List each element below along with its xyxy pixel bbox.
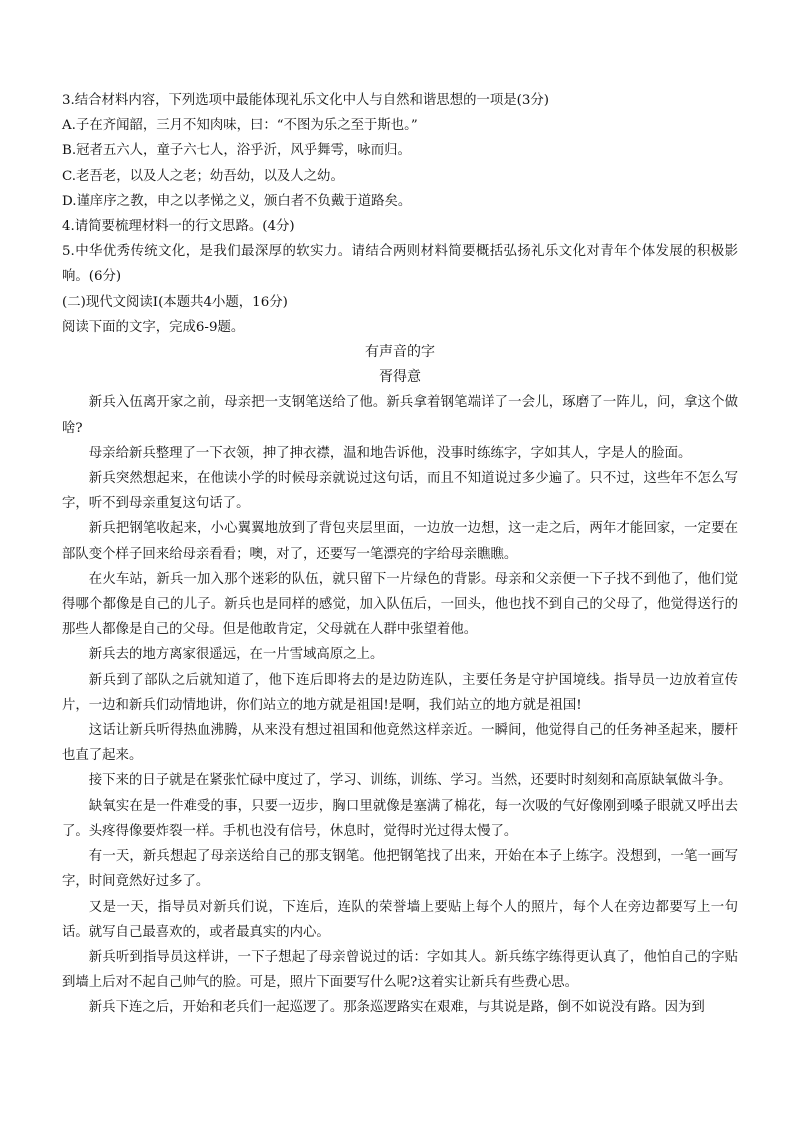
story-paragraph: 这话让新兵听得热血沸腾，从来没有想过祖国和他竟然这样亲近。一瞬间，他觉得自己的任务神圣起来，腰杆也直了起来。 [62,723,738,764]
story-paragraph: 新兵去的地方离家很遥远，在一片雪域高原之上。 [88,647,384,663]
story-paragraph: 接下来的日子就是在紧张忙碌中度过了，学习、训练，训练、学习。当然，还要时时刻刻和高原缺氧做斗争。 [88,773,732,789]
question-4: 4.请简要梳理材料一的行文思路。(4分) [62,219,295,235]
story-paragraph: 新兵到了部队之后就知道了，他下连后即将去的是边防连队，主要任务是守护国境线。指导员一边放着宣传片，一边和新兵们动情地讲，你们站立的地方就是祖国!是啊，我们站立的地方就是祖国! [62,672,738,713]
document-page [62,88,738,1021]
story-paragraph: 有一天，新兵想起了母亲送给自己的那支钢笔。他把钢笔找了出来，开始在本子上练字。没想到，一笔一画写字，时间竟然好过多了。 [62,849,738,890]
story-paragraph: 又是一天，指导员对新兵们说，下连后，连队的荣誉墙上要贴上每个人的照片，每个人在旁边都要写上一句话。就写自己最喜欢的，或者最真实的内心。 [62,899,738,940]
section-heading: (二)现代文阅读Ⅰ(本题共4小题，16分) [62,294,288,310]
story-paragraph: 缺氧实在是一件难受的事，只要一迈步，胸口里就像是塞满了棉花，每一次吸的气好像刚到嗓子眼就又呼出去了。头疼得像要炸裂一样。手机也没有信号，休息时，觉得时光过得太慢了。 [62,798,738,839]
story-paragraph: 新兵下连之后，开始和老兵们一起巡逻了。那条巡逻路实在艰难，与其说是路，倒不如说没有路。因为到 [88,1000,705,1016]
option-d: D.谨庠序之教，申之以孝悌之义，颁白者不负戴于道路矣。 [62,193,412,209]
story-paragraph: 母亲给新兵整理了一下衣领，抻了抻衣襟，温和地告诉他，没事时练练字，字如其人，字是人的脸面。 [88,445,692,461]
story-paragraph: 新兵突然想起来，在他读小学的时候母亲就说过这句话，而且不知道说过多少遍了。只不过，这些年不怎么写字，听不到母亲重复这句话了。 [62,471,738,512]
option-c: C.老吾老，以及人之老；幼吾幼，以及人之幼。 [62,168,344,184]
story-paragraph: 在火车站，新兵一加入那个迷彩的队伍，就只留下一片绿色的背影。母亲和父亲便一下子找不到他了，他们觉得哪个都像是自己的儿子。新兵也是同样的感觉，加入队伍后，一回头，他也找不到自己的父母了，他觉得送行的那些人都像是自己的父母。但是他敢肯定，父母就在人群中张望着他。 [62,571,738,638]
story-paragraph: 新兵听到指导员这样讲，一下子想起了母亲曾说过的话：字如其人。新兵练字练得更认真了，他怕自己的字贴到墙上后对不起自己帅气的脸。可是，照片下面要写什么呢?这着实让新兵有些费心思。 [62,949,738,991]
question-5: 5.中华优秀传统文化，是我们最深厚的软实力。请结合两则材料简要概括弘扬礼乐文化对青年个体发展的积极影响。(6分) [62,244,738,285]
question-3: 3.结合材料内容，下列选项中最能体现礼乐文化中人与自然和谐思想的一项是(3分) [62,93,550,108]
story-title: 有声音的字 [365,344,435,361]
story-paragraph: 新兵把钢笔收起来，小心翼翼地放到了背包夹层里面，一边放一边想，这一走之后，两年才能回家，一定要在部队变个样子回来给母亲看看；噢，对了，还要写一笔漂亮的字给母亲瞧瞧。 [62,521,738,562]
option-a: A.子在齐闻韶，三月不知肉味，曰：“不图为乐之至于斯也。” [62,118,418,134]
story-paragraph: 新兵入伍离开家之前，母亲把一支钢笔送给了他。新兵拿着钢笔端详了一会儿，琢磨了一阵儿，问，拿这个做啥? [62,395,738,436]
option-b: B.冠者五六人，童子六七人，浴乎沂，风乎舞雩，咏而归。 [62,143,411,159]
story-author: 胥得意 [379,369,421,386]
reading-instruction: 阅读下面的文字，完成6-9题。 [62,319,245,335]
